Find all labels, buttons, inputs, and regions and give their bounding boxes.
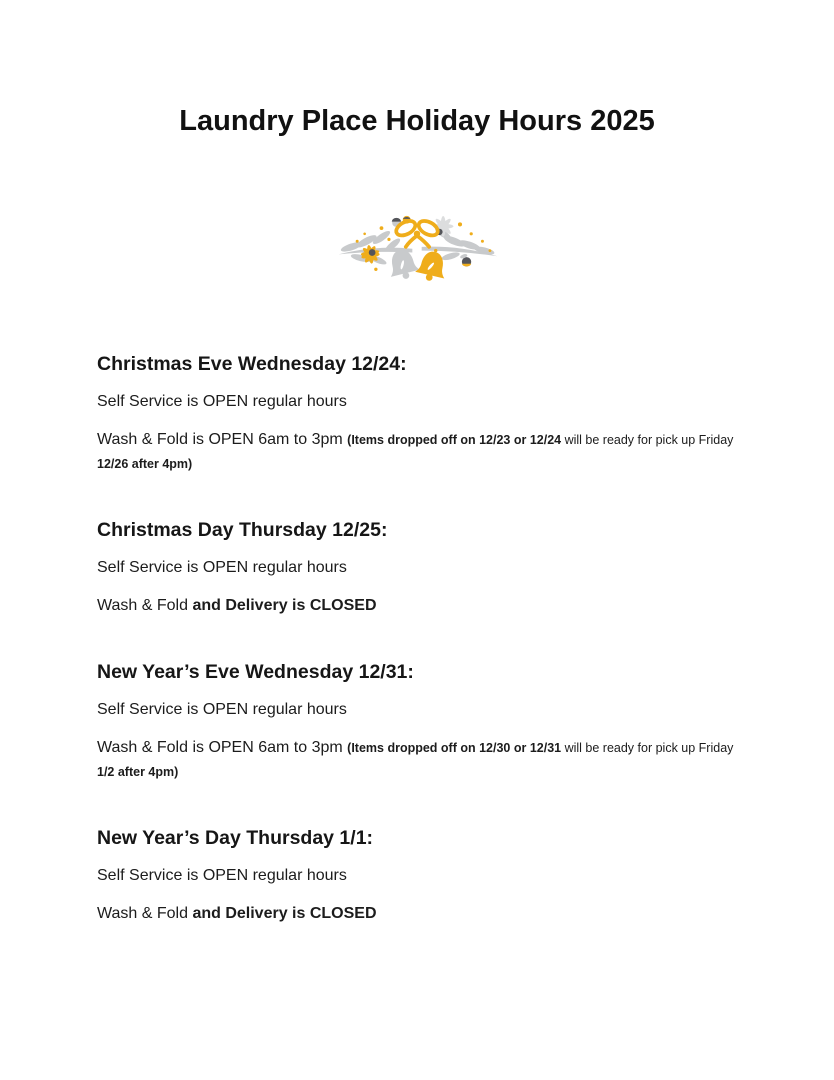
self-service-line: Self Service is OPEN regular hours xyxy=(97,867,347,884)
section-christmas-eve xyxy=(97,352,746,476)
section-christmas-day xyxy=(97,518,746,618)
section-heading: New Year’s Eve Wednesday 12/31: xyxy=(97,661,414,683)
wash-fold-note-bold: (Items dropped off on 12/30 or 12/31 xyxy=(347,741,562,755)
holiday-hours-list xyxy=(0,352,834,926)
wash-fold-note-regular: will be ready for pick up Friday xyxy=(561,433,734,447)
wash-fold-closed: and Delivery is CLOSED xyxy=(192,597,377,614)
wash-fold-note-bold-2: 1/2 after 4pm) xyxy=(97,765,179,779)
wash-fold-main: Wash & Fold is OPEN 6am to 3pm xyxy=(97,431,348,448)
wash-fold-note-bold: (Items dropped off on 12/23 or 12/24 xyxy=(347,433,562,447)
self-service-line: Self Service is OPEN regular hours xyxy=(97,393,347,410)
section-heading: Christmas Day Thursday 12/25: xyxy=(97,519,388,541)
self-service-line: Self Service is OPEN regular hours xyxy=(97,701,347,718)
holiday-ornament xyxy=(0,202,834,288)
wash-fold-closed: and Delivery is CLOSED xyxy=(192,905,377,922)
wash-fold-main: Wash & Fold xyxy=(97,905,193,922)
wash-fold-line xyxy=(97,428,746,476)
wash-fold-note-bold-2: 12/26 after 4pm) xyxy=(97,457,193,471)
page-title: Laundry Place Holiday Hours 2025 xyxy=(179,105,655,137)
wash-fold-line xyxy=(97,594,746,618)
wash-fold-line xyxy=(97,736,746,784)
self-service-line: Self Service is OPEN regular hours xyxy=(97,559,347,576)
section-heading: Christmas Eve Wednesday 12/24: xyxy=(97,353,407,375)
wash-fold-main: Wash & Fold is OPEN 6am to 3pm xyxy=(97,739,348,756)
section-new-years-day xyxy=(97,826,746,926)
bells-holly-ornament-icon xyxy=(322,202,512,288)
wash-fold-note-regular: will be ready for pick up Friday xyxy=(561,741,734,755)
section-new-years-eve xyxy=(97,660,746,784)
wash-fold-main: Wash & Fold xyxy=(97,597,193,614)
wash-fold-line xyxy=(97,902,746,926)
section-heading: New Year’s Day Thursday 1/1: xyxy=(97,827,374,849)
